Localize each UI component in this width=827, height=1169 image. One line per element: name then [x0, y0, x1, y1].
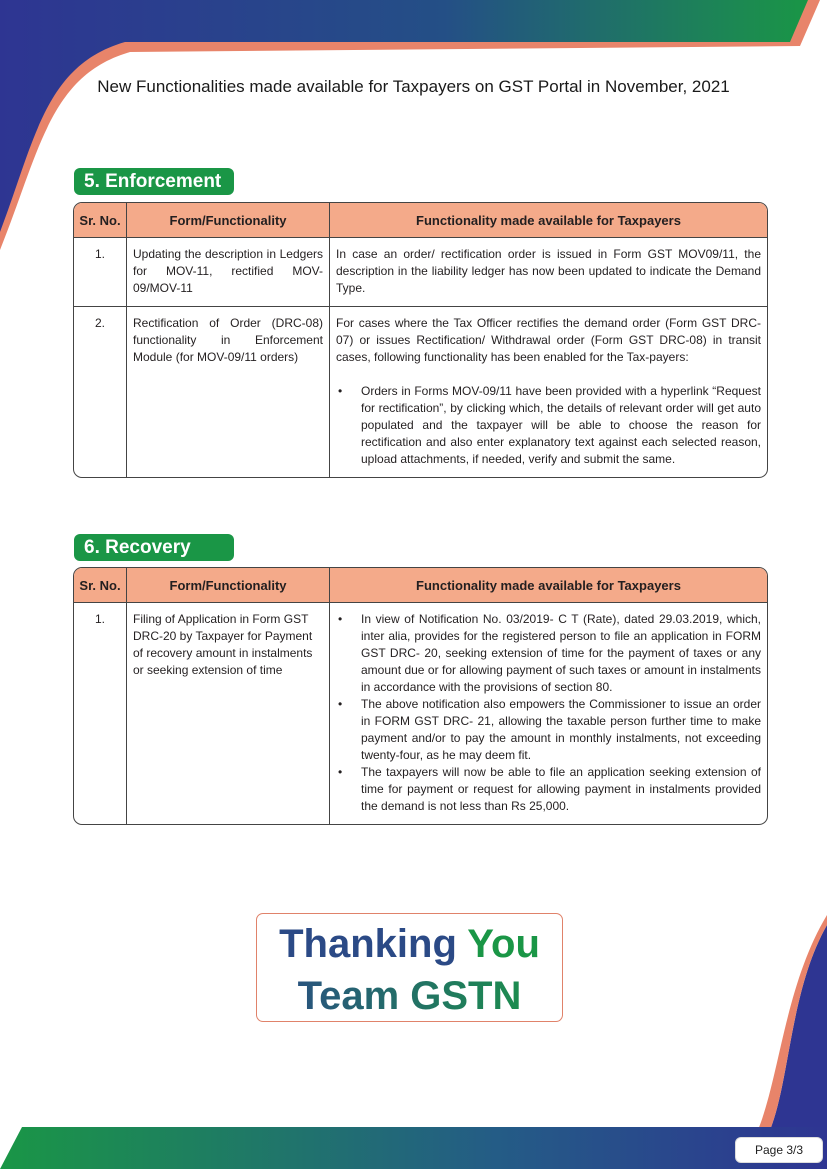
thanking-text: Thanking: [279, 922, 457, 966]
sr-cell: 1.: [74, 238, 126, 307]
table-row: [74, 238, 767, 307]
thank-you-box: [256, 913, 563, 1022]
document-title: New Functionalities made available for Taxpayers on GST Portal in November, 2021: [97, 77, 730, 96]
recovery-table: [73, 567, 768, 825]
functionality-cell: [329, 603, 767, 824]
functionality-cell: [329, 307, 767, 477]
functionality-intro: For cases where the Tax Officer rectifies the demand order (Form GST DRC-07) or issues Rectification/ Withdrawal order (Form GST DRC-08) in transit cases, following functionality has been enabled for the Tax-payers:: [336, 316, 761, 364]
bullet-list: [336, 611, 761, 815]
enforcement-table: [73, 202, 768, 478]
bullet-item: • The above notification also empowers the Commissioner to issue an order in FORM GST DRC- 21, allowing the taxable person further time to make payment and/or to pay the amount in monthly instalments, not exceeding twenty-four, as he may deem fit.: [336, 696, 761, 764]
functionality-cell: In case an order/ rectification order is issued in Form GST MOV09/11, the description in the liability ledger has now been updated to indicate the Demand Type.: [329, 238, 767, 307]
form-cell: Filing of Application in Form GST DRC-20 by Taxpayer for Payment of recovery amount in instalments or seeking extension of time: [126, 603, 329, 824]
table-row: [74, 603, 767, 824]
table-header-row: [74, 203, 767, 238]
col-sr-no: Sr. No.: [74, 203, 126, 238]
col-functionality: Functionality made available for Taxpayers: [329, 568, 767, 603]
col-form: Form/Functionality: [126, 203, 329, 238]
table-header-row: [74, 568, 767, 603]
form-cell: Rectification of Order (DRC-08) functionality in Enforcement Module (for MOV-09/11 orders): [126, 307, 329, 477]
team-gstn-text: Team GSTN: [257, 970, 562, 1022]
col-functionality: Functionality made available for Taxpayers: [329, 203, 767, 238]
page-number: Page 3/3: [735, 1137, 823, 1163]
enforcement-heading: 5. Enforcement: [74, 168, 234, 195]
col-sr-no: Sr. No.: [74, 568, 126, 603]
bullet-item: • In view of Notification No. 03/2019- C T (Rate), dated 29.03.2019, which, inter alia, provides for the registered person to file an application in FORM GST DRC- 20, seeking extension of time for the payment of taxes or any amount due or for allowing payment of such taxes or amount in instalments in accordance with the provisions of section 80.: [336, 611, 761, 696]
col-form: Form/Functionality: [126, 568, 329, 603]
bottom-band: [0, 1127, 827, 1169]
bullet-item: • Orders in Forms MOV-09/11 have been provided with a hyperlink “Request for rectification”, by clicking which, the details of relevant order will get auto populated and the taxpayer will be able to choose the reason for rectification and also enter explanatory text against each selected reason, upload attachments, if needed, verify and submit the same.: [336, 383, 761, 468]
you-text: You: [467, 922, 540, 966]
bullet-item: • The taxpayers will now be able to file an application seeking extension of time for payment or request for allowing payment in instalments provided the demand is not less than Rs 25,000.: [336, 764, 761, 815]
form-cell: Updating the description in Ledgers for MOV-11, rectified MOV-09/MOV-11: [126, 238, 329, 307]
table-row: [74, 307, 767, 477]
sr-cell: 2.: [94, 316, 105, 330]
recovery-heading: 6. Recovery: [74, 534, 234, 561]
top-band: [0, 0, 808, 232]
bullet-list: [336, 383, 761, 468]
sr-cell: 1.: [94, 612, 105, 626]
thank-you-line: [257, 918, 562, 970]
